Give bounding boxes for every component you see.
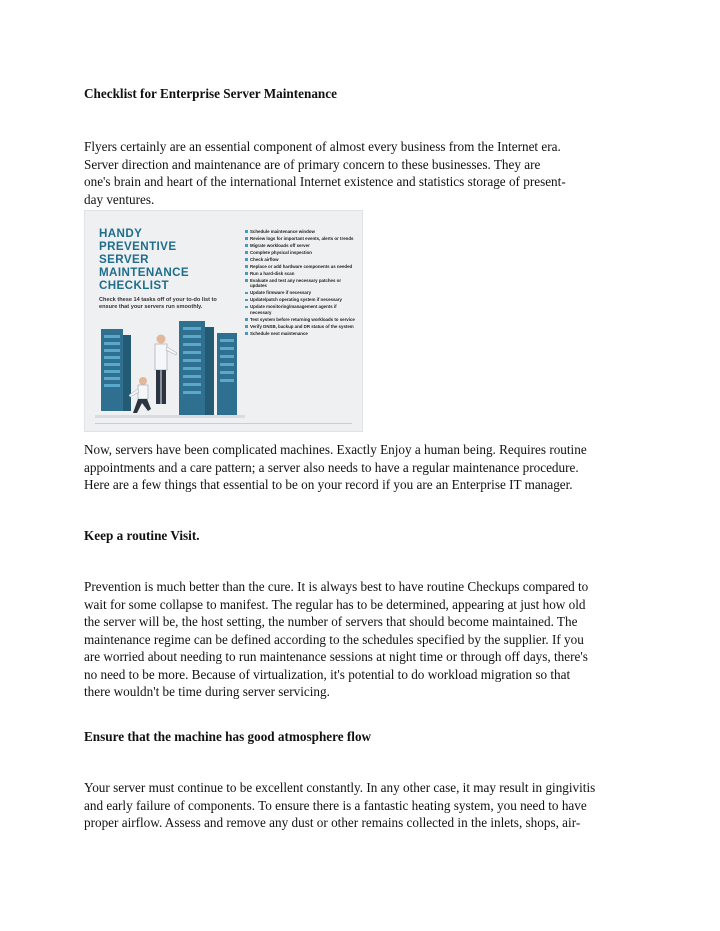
paragraph-line: there wouldn't be time during server servicing. bbox=[84, 684, 330, 699]
technician-standing-icon bbox=[155, 335, 177, 405]
paragraph-line: Prevention is much better than the cure. It is always best to have routine Checkups compared to bbox=[84, 579, 589, 594]
paragraph-line: no need to be more. Because of virtualization, it's potential to do workload migration so that bbox=[84, 666, 571, 682]
paragraph-line: the server will be, the host setting, the number of servers that should become maintained. The bbox=[84, 614, 578, 629]
server-rack-icon bbox=[217, 333, 237, 417]
checklist-item: Update firmware if necessary bbox=[245, 290, 357, 295]
infographic-title-line: HANDY bbox=[99, 227, 143, 240]
checklist-item: Schedule maintenance window bbox=[245, 229, 357, 234]
paragraph-line: wait for some collapse to manifest. The regular has to be determined, appearing at just how old bbox=[84, 596, 586, 612]
server-racks-illustration bbox=[95, 315, 245, 425]
infographic-title-line: SERVER bbox=[99, 253, 149, 266]
maintenance-checklist-infographic bbox=[84, 210, 363, 432]
checklist-item: Update/patch operating system if necessary bbox=[245, 297, 357, 302]
section-heading: Keep a routine Visit. bbox=[84, 528, 200, 543]
checklist-item: Run a hard-disk scan bbox=[245, 271, 357, 276]
paragraph-line: are worried about needing to run maintenance sessions at night time or through off days, there's bbox=[84, 649, 588, 664]
paragraph-line: Now, servers have been complicated machines. Exactly Enjoy a human being. Requires routine bbox=[84, 442, 587, 457]
document-title: Checklist for Enterprise Server Maintenance bbox=[84, 86, 337, 101]
infographic-footer-rule bbox=[95, 423, 352, 426]
intro-line: Server direction and maintenance are of primary concern to these businesses. They are bbox=[84, 156, 541, 172]
checklist-item: Replace or add hardware components as needed bbox=[245, 264, 357, 269]
paragraph-line: and early failure of components. To ensure there is a fantastic heating system, you need to have bbox=[84, 797, 587, 813]
paragraph-line: proper airflow. Assess and remove any dust or other remains collected in the inlets, shops, air- bbox=[84, 815, 581, 830]
checklist-item: Check airflow bbox=[245, 257, 357, 262]
paragraph-line: Here are a few things that essential to be on your record if you are an Enterprise IT manager. bbox=[84, 477, 573, 492]
checklist-item: Complete physical inspection bbox=[245, 250, 357, 255]
server-rack-icon bbox=[179, 321, 214, 417]
checklist-item: Review logs for important events, alerts or trends bbox=[245, 236, 357, 241]
checklist-item: Evaluate and test any necessary patches or updates bbox=[245, 278, 357, 289]
checklist-item: Schedule next maintenance bbox=[245, 331, 357, 336]
checklist-item: Verify DNSB, backup and DR status of the system bbox=[245, 324, 357, 329]
section-heading: Ensure that the machine has good atmosphere flow bbox=[84, 729, 372, 744]
body-paragraph bbox=[84, 779, 644, 832]
checklist-item: Test system before returning workloads to service bbox=[245, 317, 357, 322]
server-rack-icon bbox=[101, 329, 131, 411]
infographic-title-line: MAINTENANCE bbox=[99, 266, 190, 279]
checklist-item: Update monitoring/management agents if necessary bbox=[245, 304, 357, 315]
infographic-title-line: PREVENTIVE bbox=[99, 240, 177, 253]
intro-line: one's brain and heart of the international Internet existence and statistics storage of present- bbox=[84, 174, 566, 189]
intro-line: day ventures. bbox=[84, 191, 155, 207]
body-paragraph bbox=[84, 578, 644, 701]
checklist-item: Migrate workloads off server bbox=[245, 243, 357, 248]
paragraph-line: appointments and a care pattern; a server also needs to have a regular maintenance procedure. bbox=[84, 459, 579, 475]
infographic-title-line: CHECKLIST bbox=[99, 279, 169, 292]
technician-kneeling-icon bbox=[129, 377, 151, 413]
body-paragraph bbox=[84, 441, 644, 494]
infographic-subtitle: Check these 14 tasks off of your to-do list to ensure that your servers run smoothly. bbox=[99, 297, 217, 310]
infographic-checklist bbox=[245, 229, 357, 338]
paragraph-line: Your server must continue to be excellent constantly. In any other case, it may result in gingivitis bbox=[84, 780, 596, 795]
intro-paragraph bbox=[84, 138, 644, 208]
intro-line: Flyers certainly are an essential component of almost every business from the Internet era. bbox=[84, 139, 561, 154]
infographic-title bbox=[99, 227, 229, 292]
paragraph-line: maintenance regime can be defined according to the schedules specified by the supplier. If you bbox=[84, 631, 584, 647]
